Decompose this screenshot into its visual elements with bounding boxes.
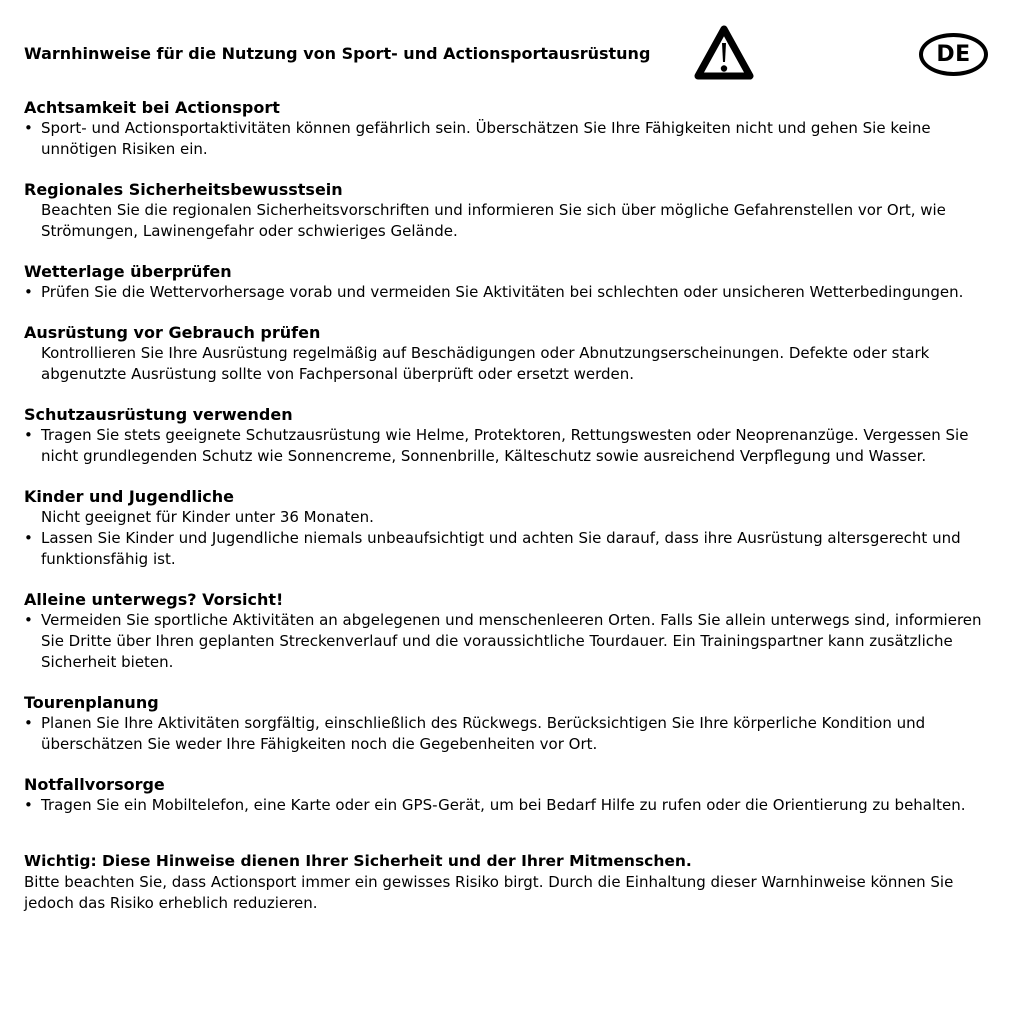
item-text: Lassen Sie Kinder und Jugendliche niemals unbeaufsichtigt und achten Sie darauf, dass ihre Ausrüstung altersgerecht und funktionsfähig ist.: [41, 529, 961, 568]
section-heading: Regionales Sicherheitsbewusstsein: [24, 180, 343, 199]
page-title: Warnhinweise für die Nutzung von Sport- und Actionsportausrüstung: [24, 44, 651, 63]
warning-section: [24, 404, 1001, 467]
warning-section: [24, 692, 1001, 755]
bullet-item: [24, 795, 1001, 816]
section-heading: Tourenplanung: [24, 693, 159, 712]
warning-section: [24, 179, 1001, 242]
item-text: Sport- und Actionsportaktivitäten können gefährlich sein. Überschätzen Sie Ihre Fähigkeiten nicht und gehen Sie keine unnötigen Risiken ein.: [41, 119, 931, 158]
section-heading: Notfallvorsorge: [24, 775, 165, 794]
plain-item: [24, 200, 1001, 242]
item-text: Prüfen Sie die Wettervorhersage vorab und vermeiden Sie Aktivitäten bei schlechten oder unsicheren Wetterbedingungen.: [41, 283, 964, 301]
bullet-item: [24, 118, 1001, 160]
bullet-marker: •: [24, 426, 33, 444]
bullet-marker: [24, 343, 41, 385]
warning-section: [24, 486, 1001, 570]
item-text: Tragen Sie stets geeignete Schutzausrüstung wie Helme, Protektoren, Rettungswesten oder Neoprenanzüge. Vergessen Sie nicht grundlegenden Schutz wie Sonnencreme, Sonnenbrille, Kälteschutz sowie ausreichend Verpflegung und Wasser.: [41, 426, 969, 465]
footer-text: Bitte beachten Sie, dass Actionsport immer ein gewisses Risiko birgt. Durch die Einhaltung dieser Warnhinweise können Sie jedoch das Risiko erheblich reduzieren.: [24, 873, 954, 912]
section-items: [24, 713, 1001, 755]
item-text: Beachten Sie die regionalen Sicherheitsvorschriften und informieren Sie sich über mögliche Gefahrenstellen vor Ort, wie Strömungen, Lawinengefahr oder schwieriges Gelände.: [41, 201, 946, 240]
language-badge: DE: [919, 33, 988, 76]
bullet-item: [24, 610, 1001, 673]
section-heading: Schutzausrüstung verwenden: [24, 405, 293, 424]
section-items: [24, 795, 1001, 816]
plain-item: [24, 343, 1001, 385]
footer-emphasis: Wichtig: Diese Hinweise dienen Ihrer Sicherheit und der Ihrer Mitmenschen.: [24, 852, 692, 870]
bullet-item: [24, 282, 1001, 303]
section-items: [24, 610, 1001, 673]
section-heading: Ausrüstung vor Gebrauch prüfen: [24, 323, 321, 342]
warning-section: [24, 261, 1001, 303]
section-items: [24, 425, 1001, 467]
section-items: [24, 282, 1001, 303]
item-text: Kontrollieren Sie Ihre Ausrüstung regelmäßig auf Beschädigungen oder Abnutzungserscheinungen. Defekte oder stark abgenutzte Ausrüstung sollte von Fachpersonal überprüft oder ersetzt werden.: [41, 344, 930, 383]
item-text: Vermeiden Sie sportliche Aktivitäten an abgelegenen und menschenleeren Orten. Falls Sie allein unterwegs sind, informieren Sie Dritte über Ihren geplanten Streckenverlauf und die voraussichtliche Tourdauer. Ein Trainingspartner kann zusätzliche Sicherheit bieten.: [41, 611, 982, 671]
plain-item: [24, 507, 1001, 528]
bullet-marker: •: [24, 529, 33, 547]
footer-note: [24, 850, 1001, 914]
bullet-marker: •: [24, 714, 33, 732]
bullet-marker: •: [24, 611, 33, 629]
section-items: [24, 343, 1001, 385]
warning-triangle-icon: [694, 24, 754, 82]
section-heading: Achtsamkeit bei Actionsport: [24, 98, 280, 117]
bullet-marker: •: [24, 283, 33, 301]
warning-section: [24, 589, 1001, 673]
section-heading: Alleine unterwegs? Vorsicht!: [24, 590, 284, 609]
section-heading: Wetterlage überprüfen: [24, 262, 232, 281]
bullet-marker: •: [24, 796, 33, 814]
bullet-item: [24, 713, 1001, 755]
section-items: [24, 200, 1001, 242]
item-text: Tragen Sie ein Mobiltelefon, eine Karte oder ein GPS-Gerät, um bei Bedarf Hilfe zu rufen oder die Orientierung zu behalten.: [41, 796, 966, 814]
bullet-marker: [24, 200, 41, 242]
bullet-item: [24, 528, 1001, 570]
bullet-item: [24, 425, 1001, 467]
sections: [24, 97, 1001, 914]
section-heading: Kinder und Jugendliche: [24, 487, 235, 506]
bullet-marker: •: [24, 119, 33, 137]
section-items: [24, 507, 1001, 570]
item-text: Planen Sie Ihre Aktivitäten sorgfältig, einschließlich des Rückwegs. Berücksichtigen Sie Ihre körperliche Kondition und überschätzen Sie weder Ihre Fähigkeiten noch die Gegebenheiten vor Ort.: [41, 714, 926, 753]
section-items: [24, 118, 1001, 160]
bullet-marker: [24, 507, 41, 528]
item-text: Nicht geeignet für Kinder unter 36 Monaten.: [41, 508, 374, 526]
warning-section: [24, 774, 1001, 816]
warning-section: [24, 97, 1001, 160]
warning-section: [24, 322, 1001, 385]
